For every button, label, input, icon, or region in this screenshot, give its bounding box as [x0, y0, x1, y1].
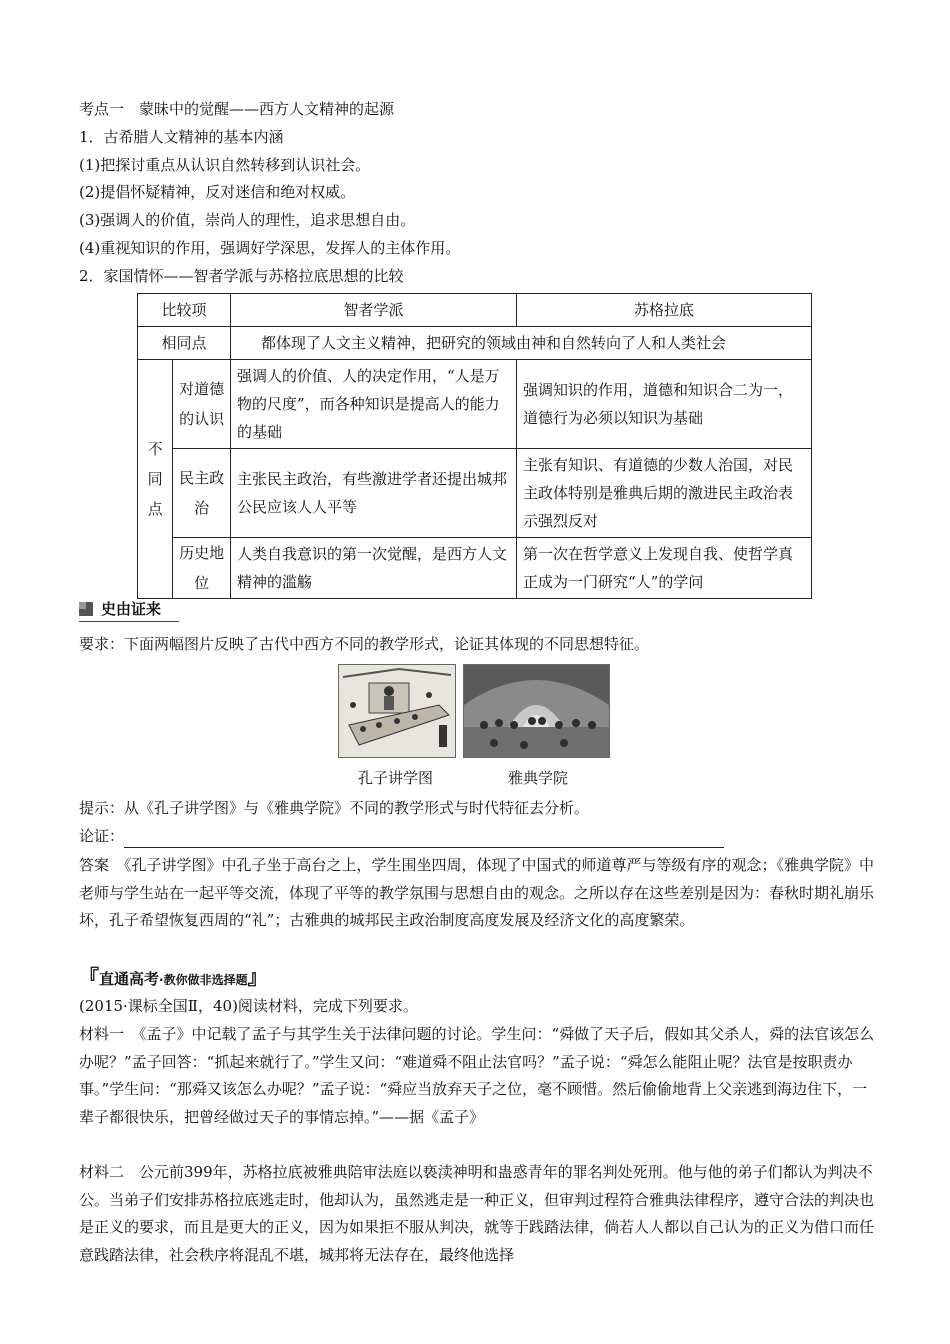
table-row	[138, 538, 812, 599]
question-source: (2015·课标全国Ⅱ，40)阅读材料，完成下列要求。	[79, 997, 418, 1015]
answer-text: 答案 《孔子讲学图》中孔子坐于高台之上，学生围坐四周，体现了中国式的师道尊严与等级有序的观念；《雅典学院》中老师与学生站在一起平等交流，体现了平等的教学氛围与思想自由的观念。之所以存在这些差别是因为：春秋时期礼崩乐坏，孔子希望恢复西周的“礼”；古雅典的城邦民主政治制度高度发展及经济文化的高度繁荣。	[79, 856, 875, 929]
header-socrates: 苏格拉底	[517, 294, 812, 327]
heading-text: 史由证来	[101, 600, 162, 618]
comparison-table	[137, 293, 812, 599]
table-header-row	[138, 294, 812, 327]
sophist-cell: 强调人的价值、人的决定作用，“人是万物的尺度”，而各种知识是提高人的能力的基础	[231, 360, 517, 449]
subheading-2: 2．家国情怀——智者学派与苏格拉底思想的比较	[79, 267, 404, 285]
row-label: 民主政治	[173, 449, 231, 538]
sophist-cell: 人类自我意识的第一次觉醒，是西方人文精神的滥觞	[231, 538, 517, 599]
subheading-1: 1．古希腊人文精神的基本内涵	[79, 128, 284, 146]
evidence-heading	[79, 597, 179, 623]
material-2: 材料二 公元前399年，苏格拉底被雅典陪审法庭以亵渎神明和蛊惑青年的罪名判处死刑。他与他的弟子们都认为判决不公。当弟子们安排苏格拉底逃走时，他却认为，虽然逃走是一种正义，但审判过程符合雅典法律程序，遵守合法的判决也是正义的要求，而且是更大的正义，因为如果拒不服从判决，就等于践踏法律，倘若人人都以自己认为的正义为借口而任意践踏法律，社会秩序将混乱不堪，城邦将无法存在，最终他选择	[79, 1163, 875, 1264]
header-sophist: 智者学派	[231, 294, 517, 327]
point-4: (4)重视知识的作用，强调好学深思，发挥人的主体作用。	[79, 239, 461, 257]
section-title: 考点一 蒙昧中的觉醒——西方人文精神的起源	[79, 100, 395, 118]
caption-athens: 雅典学院	[508, 769, 569, 787]
school-of-athens-image	[463, 664, 610, 758]
hint-text: 提示：从《孔子讲学图》与《雅典学院》不同的教学形式与时代特征去分析。	[79, 799, 590, 817]
requirement-text: 要求：下面两幅图片反映了古代中西方不同的教学形式，论证其体现的不同思想特征。	[79, 635, 650, 653]
same-text: 都体现了人文主义精神，把研究的领域由神和自然转向了人和人类社会	[231, 327, 812, 360]
table-row	[138, 449, 812, 538]
table-row	[138, 360, 812, 449]
sophist-cell: 主张民主政治，有些激进学者还提出城邦公民应该人人平等	[231, 449, 517, 538]
table-row-same	[138, 327, 812, 360]
same-label: 相同点	[138, 327, 231, 360]
header-item: 比较项	[138, 294, 231, 327]
argue-label: 论证：	[79, 827, 125, 845]
point-2: (2)提倡怀疑精神，反对迷信和绝对权威。	[79, 183, 356, 201]
gaokao-heading: 『直通高考·教你做非选择题』	[79, 965, 268, 989]
argue-blank[interactable]	[124, 831, 724, 848]
confucius-teaching-image	[338, 664, 456, 758]
point-1: (1)把探讨重点从认识自然转移到认识社会。	[79, 156, 371, 174]
point-3: (3)强调人的价值，崇尚人的理性，追求思想自由。	[79, 211, 416, 229]
material-1: 材料一 《孟子》中记载了孟子与其学生关于法律问题的讨论。学生问：“舜做了天子后，假如其父杀人，舜的法官该怎么办呢？”孟子回答：“抓起来就行了。”学生又问：“难道舜不阻止法官吗？”孟子说：“舜怎么能阻止呢？法官是按职责办事。”学生问：“那舜又该怎么办呢？”孟子说：“舜应当放弃天子之位，毫不顾惜。然后偷偷地背上父亲逃到海边住下，一辈子都很快乐，把曾经做过天子的事情忘掉。”——据《孟子》	[79, 1025, 875, 1126]
caption-confucius: 孔子讲学图	[358, 769, 434, 787]
socrates-cell: 第一次在哲学意义上发现自我、使哲学真正成为一门研究“人”的学问	[517, 538, 812, 599]
argue-row	[79, 824, 724, 848]
row-label: 对道德的认识	[173, 360, 231, 449]
diff-label: 不同点	[138, 360, 173, 599]
row-label: 历史地位	[173, 538, 231, 599]
socrates-cell: 主张有知识、有道德的少数人治国，对民主政体特别是雅典后期的激进民主政治表示强烈反对	[517, 449, 812, 538]
socrates-cell: 强调知识的作用，道德和知识合二为一，道德行为必须以知识为基础	[517, 360, 812, 449]
